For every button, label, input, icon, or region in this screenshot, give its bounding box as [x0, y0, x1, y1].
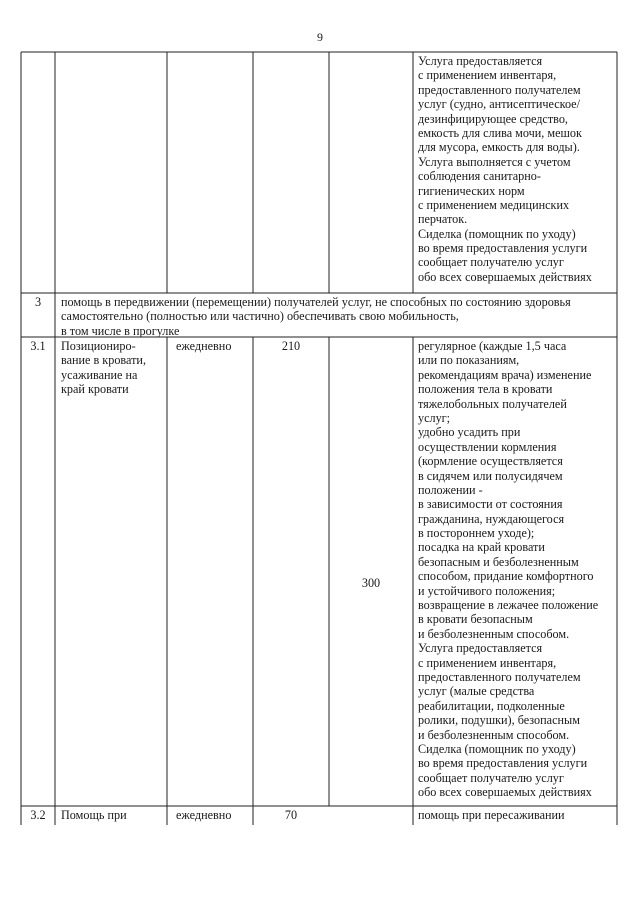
description-line: ролики, подушки), безопасным: [418, 713, 580, 728]
description-line: гражданина, нуждающегося: [418, 511, 565, 526]
description-line: во время предоставления услуги: [418, 241, 588, 256]
description-line: соблюдения санитарно-: [418, 169, 541, 184]
description-line: (кормление осуществляется: [418, 454, 563, 469]
description-line: обо всех совершаемых действиях: [418, 269, 592, 284]
description-line: предоставленного получателем: [418, 82, 581, 97]
description-line: осуществлении кормления: [418, 439, 557, 454]
top-row-description: [418, 54, 592, 284]
description-line: реабилитации, подколенные: [418, 698, 565, 713]
service-frequency: ежедневно: [176, 339, 232, 353]
description-line: Услуга предоставляется: [418, 641, 543, 656]
description-line: дезинфицирующее средство,: [418, 111, 568, 126]
service-name-line: усаживание на: [61, 367, 138, 382]
description-line: сообщает получателю услуг: [418, 255, 564, 270]
description-line: с применением инвентаря,: [418, 655, 557, 670]
row-number: 3.2: [30, 808, 46, 822]
description-line: емкость для слива мочи, мешок: [418, 125, 582, 140]
description-line: предоставленного получателем: [418, 669, 581, 684]
description-line: положении -: [418, 482, 483, 497]
description-line: во время предоставления услуги: [418, 756, 588, 771]
section-number: 3: [34, 295, 42, 309]
description-line: сообщает получателю услуг: [418, 770, 564, 785]
description-line: в кровати безопасным: [418, 612, 533, 627]
description-line: положения тела в кровати: [418, 382, 553, 397]
description-line: безопасным и безболезненным: [418, 554, 579, 569]
description-line: услуг (судно, антисептическое/: [418, 97, 580, 112]
description-line: в зависимости от состояния: [418, 497, 563, 512]
description-line: с применением инвентаря,: [418, 68, 557, 83]
section-title-line: помощь в передвижении (перемещении) получателей услуг, не способных по состоянию здоровья: [61, 295, 571, 309]
description-line: посадка на край кровати: [418, 540, 545, 555]
service-name: Помощь при: [61, 808, 127, 822]
description-line: перчаток.: [418, 212, 468, 227]
service-frequency: ежедневно: [176, 808, 232, 822]
service-name: [61, 339, 146, 397]
description-line: Услуга выполняется с учетом: [418, 154, 571, 169]
value-b: 300: [361, 576, 381, 590]
service-name-line: вание в кровати,: [61, 353, 146, 368]
description-line: для мусора, емкость для воды).: [418, 140, 580, 155]
description-line: возвращение в лежачее положение: [418, 598, 599, 613]
section-title: [61, 295, 571, 338]
service-description: помощь при пересаживании: [418, 808, 565, 822]
description-line: и безболезненным способом.: [418, 727, 570, 742]
description-line: тяжелобольных получателей: [418, 396, 567, 411]
row-number: 3.1: [30, 339, 46, 353]
description-line: в сидячем или полусидячем: [418, 468, 563, 483]
description-line: регулярное (каждые 1,5 часа: [418, 339, 567, 353]
description-line: Сиделка (помощник по уходу): [418, 741, 576, 756]
description-line: в постороннем уходе);: [418, 526, 535, 541]
description-line: и устойчивого положения;: [418, 583, 556, 598]
service-name-line: Позициониро-: [61, 339, 136, 353]
service-description: [418, 339, 598, 800]
section-title-line: в том числе в прогулке: [61, 323, 180, 338]
description-line: Сиделка (помощник по уходу): [418, 226, 576, 241]
service-name-line: край кровати: [61, 382, 129, 397]
description-line: или по показаниям,: [418, 353, 520, 368]
description-line: и безболезненным способом.: [418, 626, 570, 641]
description-line: способом, придание комфортного: [418, 569, 594, 584]
description-line: удобно усадить при: [418, 425, 521, 440]
description-line: услуг (малые средства: [418, 684, 535, 699]
description-line: гигиенических норм: [418, 183, 525, 198]
section-title-line: самостоятельно (полностью или частично) обеспечивать свою мобильность,: [61, 309, 459, 324]
description-line: услуг;: [418, 410, 451, 425]
value-a: 70: [284, 808, 298, 822]
description-line: с применением медицинских: [418, 197, 570, 212]
value-a: 210: [281, 339, 301, 353]
description-line: обо всех совершаемых действиях: [418, 785, 592, 800]
description-line: рекомендациям врача) изменение: [418, 367, 592, 382]
description-line: Услуга предоставляется: [418, 54, 543, 68]
page-number: 9: [317, 30, 323, 44]
